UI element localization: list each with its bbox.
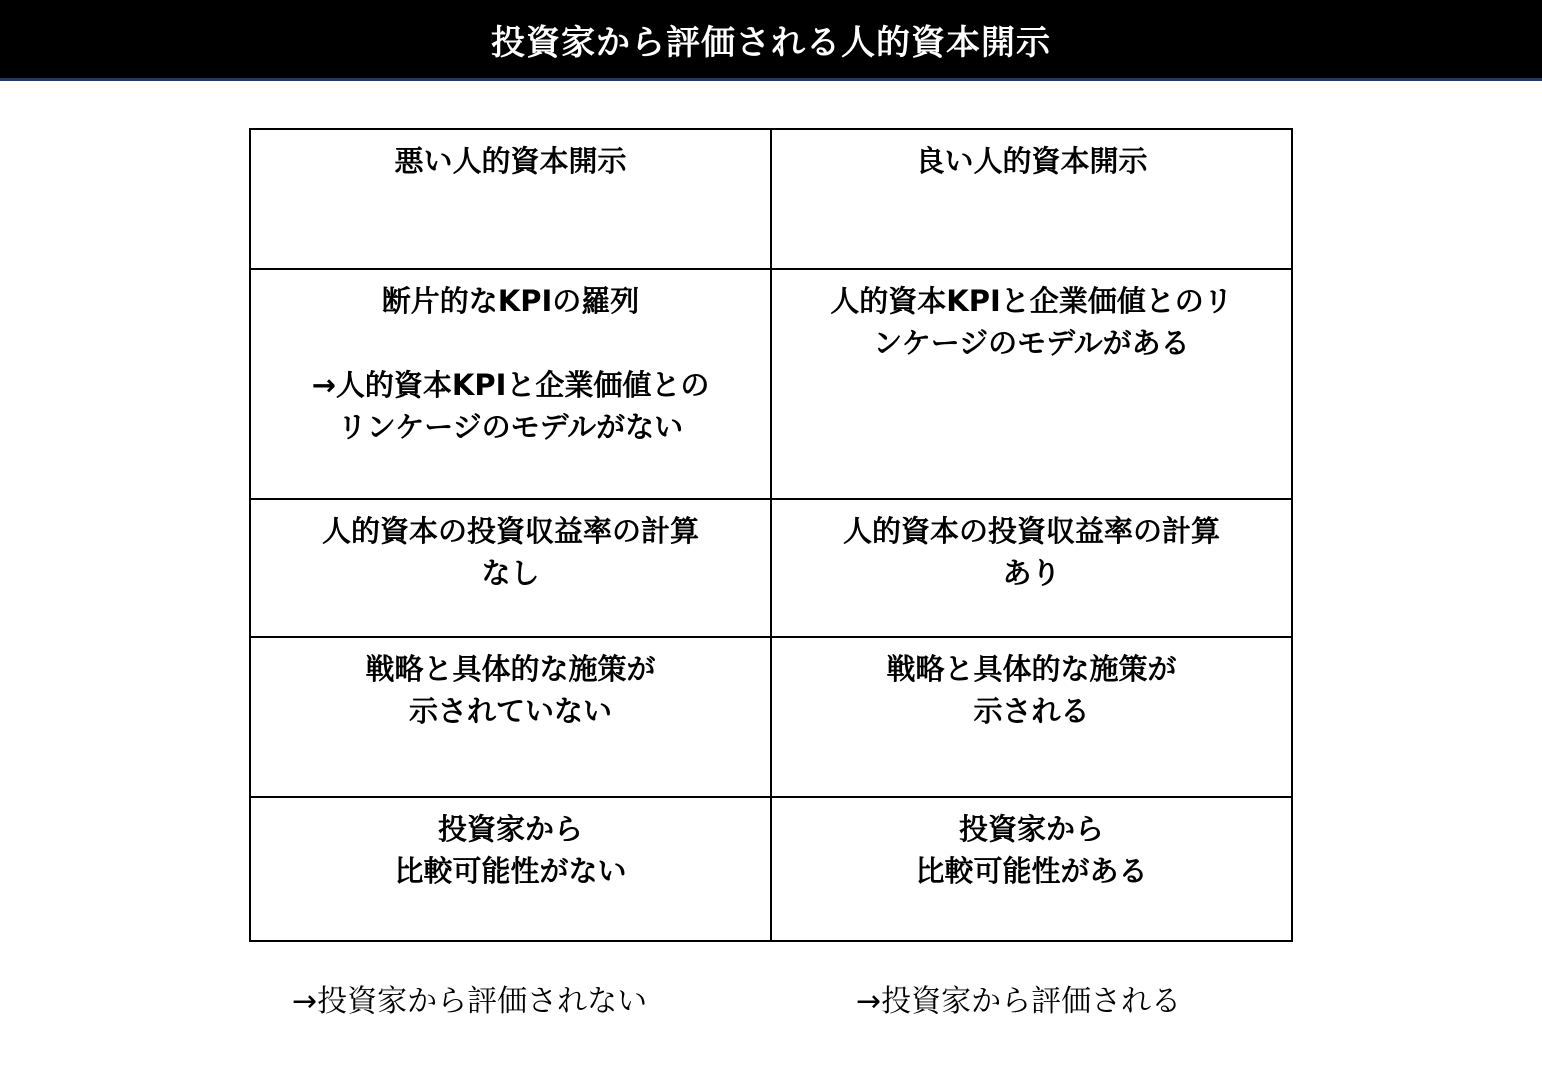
- cell-bad-comparability: 投資家から 比較可能性がない: [250, 797, 771, 941]
- cell-bad-strategy: 戦略と具体的な施策が 示されていない: [250, 637, 771, 797]
- cell-good-kpi: 人的資本KPIと企業価値とのリ ンケージのモデルがある: [771, 269, 1292, 499]
- table-row: [250, 499, 1292, 637]
- cell-good-strategy: 戦略と具体的な施策が 示される: [771, 637, 1292, 797]
- table-row: [250, 797, 1292, 941]
- cell-good-roi: 人的資本の投資収益率の計算 あり: [771, 499, 1292, 637]
- cell-bad-roi: 人的資本の投資収益率の計算 なし: [250, 499, 771, 637]
- footer-bad-conclusion: →投資家から評価されない: [292, 984, 648, 1019]
- table-row: [250, 269, 1292, 499]
- header-bad-disclosure: 悪い人的資本開示: [250, 129, 771, 269]
- comparison-table: [249, 128, 1293, 942]
- header-good-disclosure: 良い人的資本開示: [771, 129, 1292, 269]
- footer-good-conclusion: →投資家から評価される: [856, 984, 1182, 1019]
- title-bar: [0, 0, 1542, 81]
- cell-bad-kpi: 断片的なKPIの羅列 →人的資本KPIと企業価値との リンケージのモデルがない: [250, 269, 771, 499]
- table-header-row: [250, 129, 1292, 269]
- page-title: 投資家から評価される人的資本開示: [491, 22, 1051, 63]
- table-row: [250, 637, 1292, 797]
- cell-good-comparability: 投資家から 比較可能性がある: [771, 797, 1292, 941]
